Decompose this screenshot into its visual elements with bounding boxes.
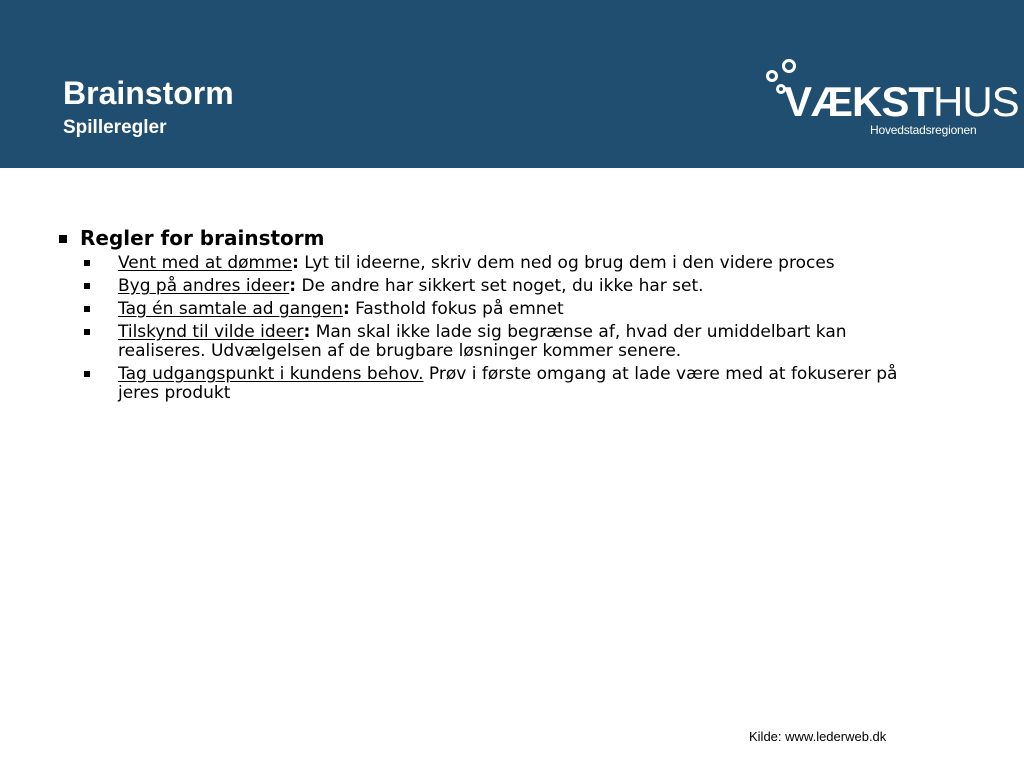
logo-wordmark	[784, 80, 1019, 124]
square-bullet-icon	[84, 283, 90, 289]
square-bullet-icon	[84, 329, 90, 335]
logo-region: Hovedstadsregionen	[870, 123, 977, 137]
main-heading: Regler for brainstorm	[80, 226, 325, 250]
main-bullet-item	[58, 226, 958, 250]
rule-separator: :	[289, 276, 297, 296]
rule-term: Vent med at dømme	[118, 253, 293, 273]
rule-text: De andre har sikkert set noget, du ikke har set.	[296, 276, 704, 296]
slide-content	[58, 226, 958, 407]
rule-item	[58, 323, 898, 361]
rule-separator: :	[292, 253, 299, 273]
square-bullet-icon	[59, 235, 67, 243]
rule-term: Tag én samtale ad gangen	[118, 299, 343, 319]
rule-text: Lyt til ideerne, skriv dem ned og brug dem i den videre proces	[298, 253, 835, 273]
rule-term: Tag udgangspunkt i kundens behov.	[118, 364, 424, 384]
logo-word-strong: VÆKST	[784, 78, 934, 125]
header-bar	[0, 0, 1024, 168]
source-credit: Kilde: www.lederweb.dk	[749, 729, 887, 744]
square-bullet-icon	[84, 306, 90, 312]
vaeksthus-logo	[762, 56, 1019, 142]
rule-text: Man skal ikke lade sig begrænse af, hvad der umiddelbart kan realiseres. Udvælgelsen af de brugbare løsninger kommer senere.	[118, 322, 847, 361]
slide-title: Brainstorm	[63, 75, 234, 111]
square-bullet-icon	[84, 260, 90, 266]
rule-text: Fasthold fokus på emnet	[349, 299, 564, 319]
rule-separator: :	[303, 322, 311, 342]
slide-subtitle: Spilleregler	[63, 117, 167, 138]
rule-term: Byg på andres ideer	[118, 276, 290, 296]
rule-term: Tilskynd til vilde ideer	[118, 322, 304, 342]
rule-item	[58, 254, 898, 273]
square-bullet-icon	[84, 371, 90, 377]
rule-item	[58, 300, 898, 319]
rule-item	[58, 365, 898, 403]
rule-item	[58, 277, 898, 296]
rule-text: Prøv i første omgang at lade være med at fokuserer på jeres produkt	[118, 364, 898, 403]
rule-separator: :	[342, 299, 350, 319]
rules-list	[58, 254, 958, 403]
logo-word-light: HUS	[933, 78, 1019, 125]
